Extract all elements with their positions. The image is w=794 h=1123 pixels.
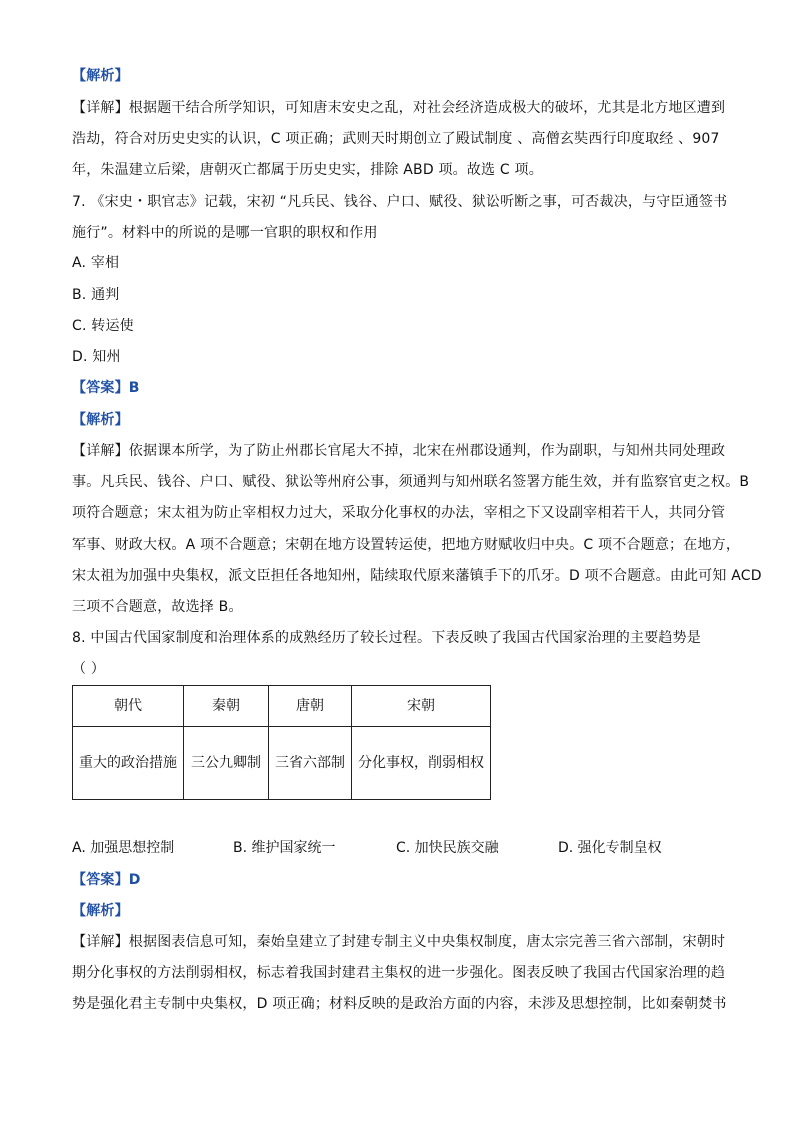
answer-blank: （ ） xyxy=(72,661,106,677)
explanation-line: 期分化事权的方法削弱相权，标志着我国封建君主集权的进一步强化。图表反映了我国古代国家治理的趋 xyxy=(72,965,726,981)
table-header-row xyxy=(73,686,491,727)
explanation-line: 宋太祖为加强中央集权，派文臣担任各地知州，陆续取代原来藩镇手下的爪牙。D 项不合题意。由此可知 ACD xyxy=(72,568,762,584)
q8-option-b: B. 维护国家统一 xyxy=(233,840,336,856)
explanation-line: 事。凡兵民、钱谷、户口、赋役、狱讼等州府公事，须通判与知州联名签署方能生效，并有监察官吏之权。B xyxy=(72,474,750,490)
table-cell: 重大的政治措施 xyxy=(73,727,184,800)
explanation-line: 浩劫，符合对历史史实的认识，C 项正确；武则天时期创立了殿试制度 、高僧玄奘西行印度取经 、907 xyxy=(72,131,720,147)
table-row xyxy=(73,727,491,800)
q8-option-d: D. 强化专制皇权 xyxy=(558,840,662,856)
table-cell: 分化事权，削弱相权 xyxy=(352,727,491,800)
q8-option-c: C. 加快民族交融 xyxy=(396,840,499,856)
explanation-line: 势是强化君主专制中央集权，D 项正确；材料反映的是政治方面的内容，未涉及思想控制，比如秦朝焚书 xyxy=(72,996,727,1012)
explanation-line: 【详解】依据课本所学，为了防止州郡长官尾大不掉，北宋在州郡设通判，作为副职，与知州共同处理政 xyxy=(72,443,726,459)
explanation-line: 年，朱温建立后梁，唐朝灭亡都属于历史史实，排除 ABD 项。故选 C 项。 xyxy=(72,162,543,178)
analysis-label: 【解析】 xyxy=(72,68,129,84)
table-header-cell: 唐朝 xyxy=(269,686,352,727)
analysis-label: 【解析】 xyxy=(72,903,129,919)
question-8-stem: 8. 中国古代国家制度和治理体系的成熟经历了较长过程。下表反映了我国古代国家治理的主要趋势是 xyxy=(72,630,702,646)
option-b: B. 通判 xyxy=(72,287,120,303)
explanation-line: 三项不合题意，故选择 B。 xyxy=(72,599,243,615)
table-header-cell: 秦朝 xyxy=(184,686,269,727)
q8-option-a: A. 加强思想控制 xyxy=(72,840,175,856)
explanation-line: 项符合题意；宋太祖为防止宰相权力过大，采取分化事权的办法，宰相之下又设副宰相若干人，共同分管 xyxy=(72,505,726,521)
explanation-line: 军事、财政大权。A 项不合题意；宋朝在地方设置转运使，把地方财赋收归中央。C 项不合题意；在地方， xyxy=(72,537,741,553)
table-header-cell: 宋朝 xyxy=(352,686,491,727)
table-cell: 三公九卿制 xyxy=(184,727,269,800)
option-a: A. 宰相 xyxy=(72,255,120,271)
table-header-cell: 朝代 xyxy=(73,686,184,727)
analysis-label: 【解析】 xyxy=(72,412,129,428)
option-d: D. 知州 xyxy=(72,349,121,365)
option-c: C. 转运使 xyxy=(72,318,134,334)
explanation-line: 【详解】根据题干结合所学知识，可知唐末安史之乱，对社会经济造成极大的破坏，尤其是北方地区遭到 xyxy=(72,100,726,116)
answer-label: 【答案】B xyxy=(72,380,140,396)
answer-label: 【答案】D xyxy=(72,872,141,888)
question-7-stem: 7. 《宋史・职官志》记载，宋初 “凡兵民、钱谷、户口、赋役、狱讼听断之事，可否裁决，与守臣通签书 xyxy=(72,194,728,210)
explanation-line: 【详解】根据图表信息可知，秦始皇建立了封建专制主义中央集权制度，唐太宗完善三省六部制，宋朝时 xyxy=(72,934,726,950)
table-cell: 三省六部制 xyxy=(269,727,352,800)
question-7-stem: 施行”。材料中的所说的是哪一官职的职权和作用 xyxy=(72,225,378,241)
dynasty-table xyxy=(72,685,491,800)
